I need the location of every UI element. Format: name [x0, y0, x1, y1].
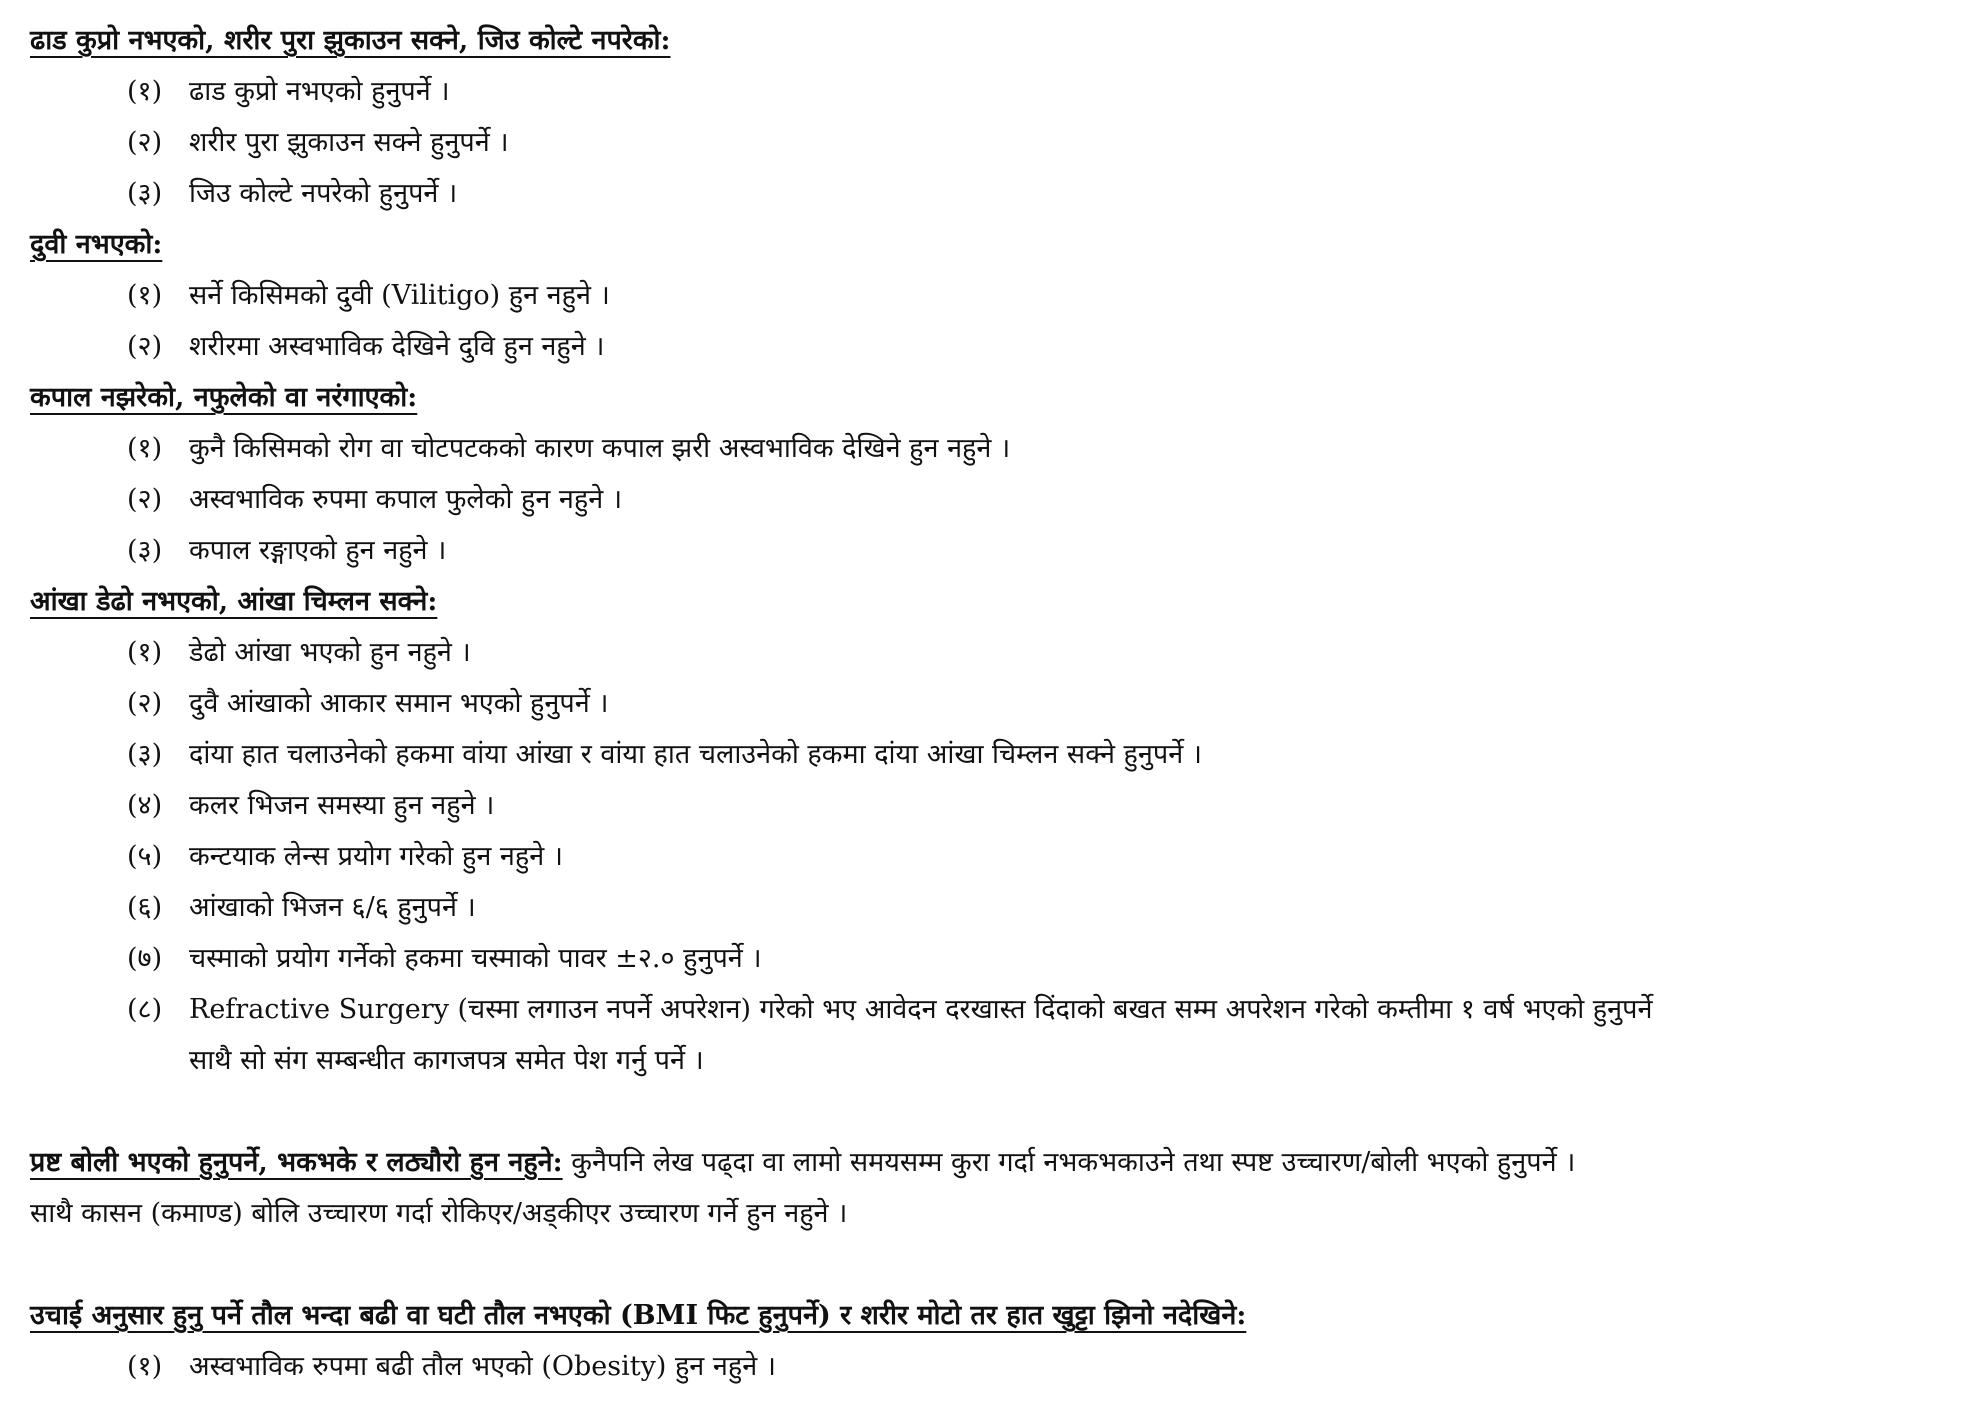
list-item: [127, 1342, 776, 1392]
item-text: कलर भिजन समस्या हुन नहुने ।: [189, 790, 495, 821]
item-text: सर्ने किसिमको दुवी (Vilitigo) हुन नहुने ।: [189, 280, 610, 311]
item-number: (३): [127, 739, 163, 770]
item-text: दुवै आंखाको आकार समान भएको हुनुपर्ने ।: [189, 688, 609, 719]
item-number: (२): [127, 127, 163, 158]
list-item: [127, 424, 1010, 474]
list-item: [127, 781, 494, 831]
item-text: आंखाको भिजन ६/६ हुनुपर्ने ।: [189, 892, 476, 923]
item-text: शरीरमा अस्वभाविक देखिने दुवि हुन नहुने ।: [189, 331, 605, 362]
section-heading-speech: प्रष्ट बोली भएको हुनुपर्ने, भकभके र लठ्यौरो हुन नहुने:: [30, 1147, 563, 1178]
item-number: (५): [127, 841, 163, 872]
item-number: (१): [127, 1351, 163, 1382]
item-number: (२): [127, 331, 163, 362]
list-item: [127, 679, 609, 729]
list-item: [127, 322, 605, 372]
list-item: [127, 475, 622, 525]
list-item: [127, 832, 563, 882]
item-number: (६): [127, 892, 163, 923]
list-item: [127, 628, 471, 678]
section-heading-hair: कपाल नझरेको, नफुलेको वा नरंगाएको:: [30, 382, 418, 413]
item-text: चस्माको प्रयोग गर्नेको हकमा चस्माको पावर ±२.० हुनुपर्ने ।: [189, 943, 762, 974]
list-item: [127, 985, 1652, 1035]
section-heading-spine: ढाड कुप्रो नभएको, शरीर पुरा झुकाउन सक्ने, जिउ कोल्टे नपरेको:: [30, 25, 671, 56]
section-heading-weight: उचाई अनुसार हुनु पर्ने तौल भन्दा बढी वा घटी तौल नभएको (BMI फिट हुनुपर्ने) र शरीर मोटो तर हात खुट्टा झिनो नदेखिने:: [30, 1300, 1247, 1331]
list-item-continuation: साथै सो संग सम्बन्धीत कागजपत्र समेत पेश गर्नु पर्ने ।: [189, 1045, 704, 1076]
list-item: [127, 118, 509, 168]
item-number: (७): [127, 943, 163, 974]
section-heading-eyes: आंखा डेढो नभएको, आंखा चिम्लन सक्ने:: [30, 586, 438, 617]
item-text: अस्वभाविक रुपमा कपाल फुलेको हुन नहुने ।: [189, 484, 623, 515]
list-item: [127, 271, 610, 321]
item-text: कुनै किसिमको रोग वा चोटपटकको कारण कपाल झरी अस्वभाविक देखिने हुन नहुने ।: [189, 433, 1011, 464]
list-item: [127, 730, 1202, 780]
speech-paragraph: [30, 1138, 1575, 1188]
item-number: (२): [127, 484, 163, 515]
item-number: (३): [127, 535, 163, 566]
item-text: ढाड कुप्रो नभएको हुनुपर्ने ।: [189, 76, 450, 107]
list-item: [127, 883, 476, 933]
speech-paragraph-continuation: साथै कासन (कमाण्ड) बोलि उच्चारण गर्दा रोकिएर/अड्कीएर उच्चारण गर्ने हुन नहुने ।: [30, 1198, 848, 1229]
item-number: (८): [127, 994, 163, 1025]
item-text: कन्टयाक लेन्स प्रयोग गरेको हुन नहुने ।: [189, 841, 564, 872]
item-text: दांया हात चलाउनेको हकमा वांया आंखा र वांया हात चलाउनेको हकमा दांया आंखा चिम्लन सक्ने हुनुपर्ने ।: [189, 739, 1203, 770]
item-number: (४): [127, 790, 163, 821]
item-number: (३): [127, 178, 163, 209]
list-item: [127, 526, 446, 576]
list-item: [127, 67, 450, 117]
item-number: (१): [127, 76, 163, 107]
item-text: Refractive Surgery (चस्मा लगाउन नपर्ने अपरेशन) गरेको भए आवेदन दरखास्त दिंदाको बखत सम्म अपरेशन गरेको कम्तीमा १ वर्ष भएको हुनुपर्ने: [189, 994, 1653, 1025]
item-number: (१): [127, 433, 163, 464]
list-item: [127, 934, 762, 984]
item-text: जिउ कोल्टे नपरेको हुनुपर्ने ।: [189, 178, 458, 209]
item-number: (१): [127, 280, 163, 311]
list-item: [127, 169, 457, 219]
item-text: डेढो आंखा भएको हुन नहुने ।: [189, 637, 471, 668]
item-number: (१): [127, 637, 163, 668]
item-text: अस्वभाविक रुपमा बढी तौल भएको (Obesity) हुन नहुने ।: [189, 1351, 777, 1382]
item-text: कपाल रङ्गाएको हुन नहुने ।: [189, 535, 447, 566]
section-heading-skin: दुवी नभएको:: [30, 229, 163, 260]
speech-text: कुनैपनि लेख पढ्दा वा लामो समयसम्म कुरा गर्दा नभकभकाउने तथा स्पष्ट उच्चारण/बोली भएको हुनुपर्ने ।: [562, 1147, 1576, 1178]
item-number: (२): [127, 688, 163, 719]
item-text: शरीर पुरा झुकाउन सक्ने हुनुपर्ने ।: [189, 127, 509, 158]
